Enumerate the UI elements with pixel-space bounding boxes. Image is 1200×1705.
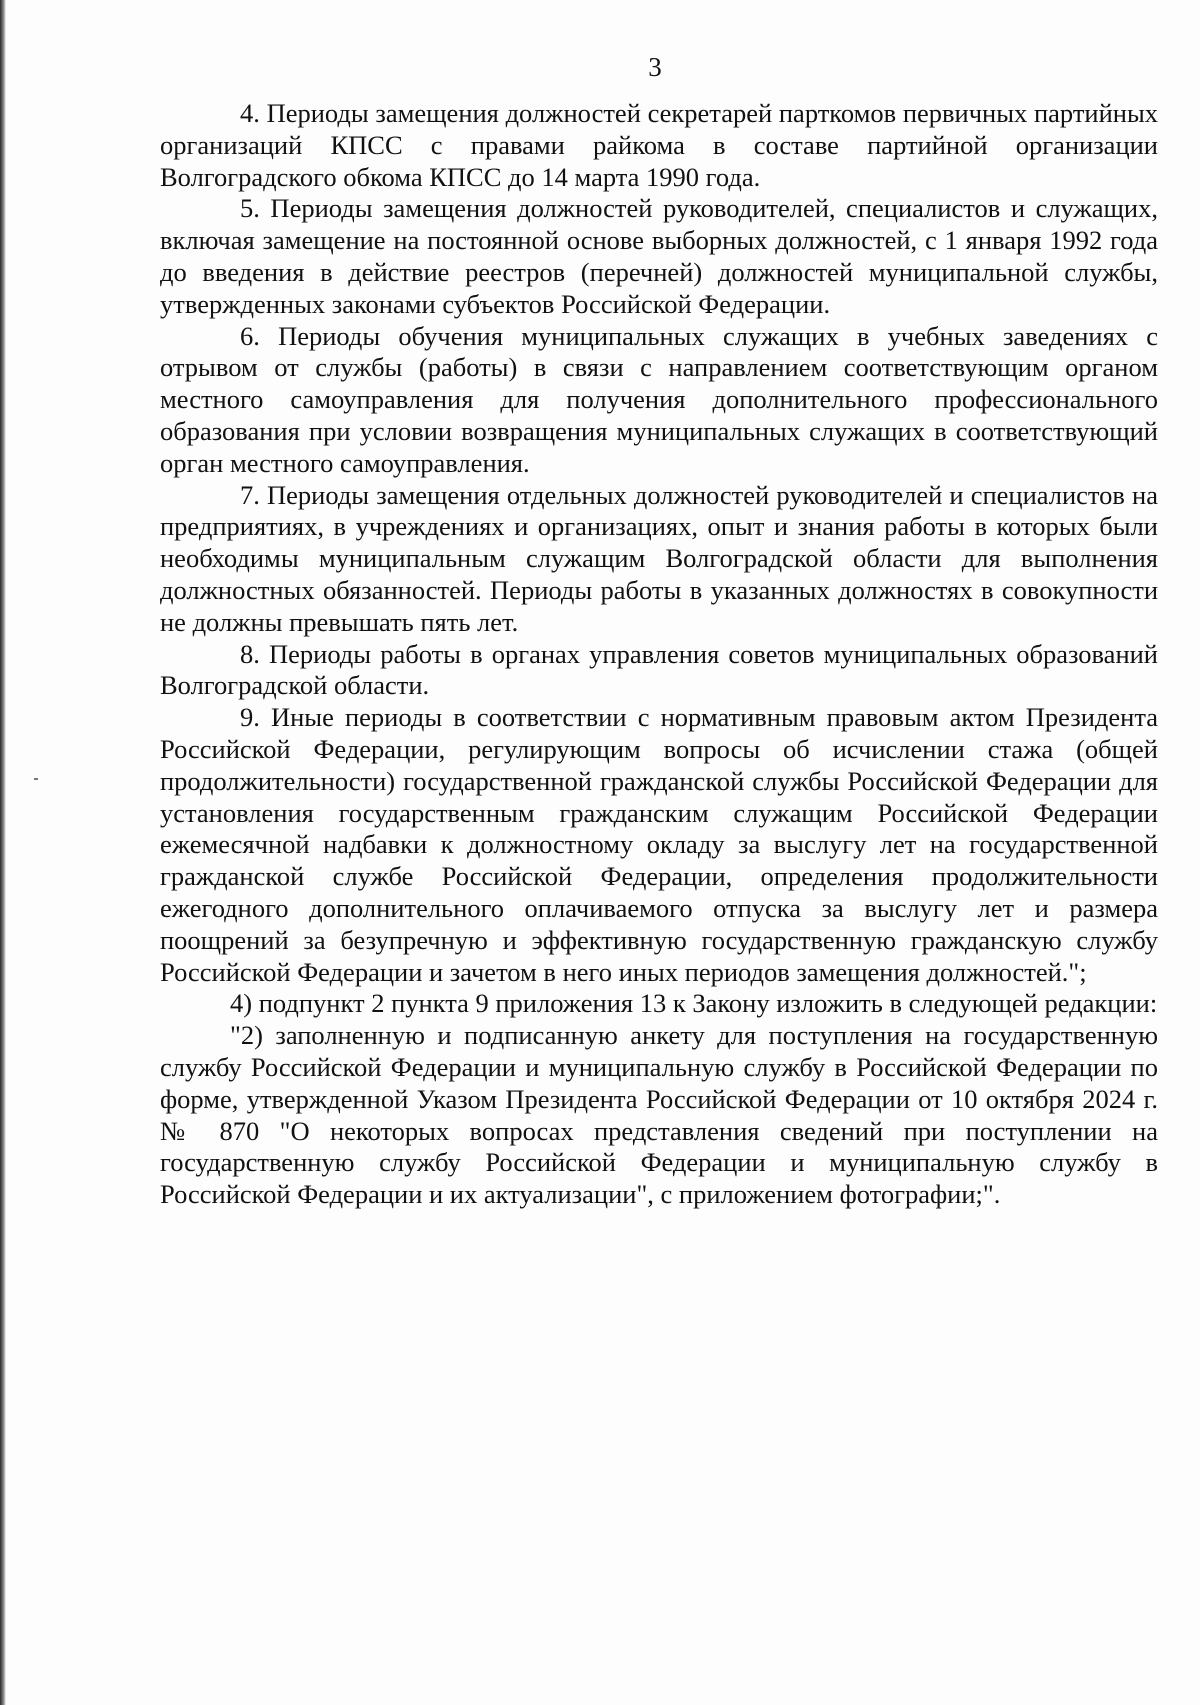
paragraph-subpoint-4: 4) подпункт 2 пункта 9 приложения 13 к Закону изложить в следующей редакции: <box>230 988 1158 1019</box>
scan-speck <box>34 778 38 780</box>
paragraph-item-9: 9. Иные периоды в соответствии с нормативным правовым актом Президента Российской Федерации, регулирующим вопросы об исчислении стажа (общей продолжительности) государственной гражданской службы Российской Федерации для установления государственным гражданским служащим Российской Федерации ежемесячной надбавки к должностному окладу за выслугу лет на государственной гражданской службе Российской Федерации, определения продолжительности ежегодного дополнительного оплачиваемого отпуска за выслугу лет и размера поощрений за безупречную и эффективную государственную гражданскую службу Российской Федерации и зачетом в него иных периодов замещения должностей."; <box>160 702 1158 987</box>
paragraph-quoted-item-2: "2) заполненную и подписанную анкету для поступления на государственную службу Российской Федерации и муниципальную службу в Российской Федерации по форме, утвержденной Указом Президента Российской Федерации от 10 октября 2024 г. № 870 "О некоторых вопросах представления сведений при поступлении на государственную службу Российской Федерации и муниципальную службу в Российской Федерации и их актуализации", с приложением фотографии;". <box>160 1020 1158 1210</box>
page-number: 3 <box>648 52 662 82</box>
document-body <box>160 98 1158 1211</box>
paragraph-item-4: 4. Периоды замещения должностей секретарей парткомов первичных партийных организаций КПСС с правами райкома в составе партийной организации Волгоградского обкома КПСС до 14 марта 1990 года. <box>160 98 1158 192</box>
paragraph-item-6: 6. Периоды обучения муниципальных служащих в учебных заведениях с отрывом от службы (работы) в связи с направлением соответствующим органом местного самоуправления для получения дополнительного профессионального образования при условии возвращения муниципальных служащих в соответствующий орган местного самоуправления. <box>160 320 1158 478</box>
paragraph-item-8: 8. Периоды работы в органах управления советов муниципальных образований Волгоградской области. <box>160 638 1158 701</box>
paragraph-item-7: 7. Периоды замещения отдельных должностей руководителей и специалистов на предприятиях, в учреждениях и организациях, опыт и знания работы в которых были необходимы муниципальным служащим Волгоградской области для выполнения должностных обязанностей. Периоды работы в указанных должностях в совокупности не должны превышать пять лет. <box>160 479 1158 637</box>
scan-edge <box>0 0 6 1705</box>
paragraph-item-5: 5. Периоды замещения должностей руководителей, специалистов и служащих, включая замещение на постоянной основе выборных должностей, с 1 января 1992 года до введения в действие реестров (перечней) должностей муниципальной службы, утвержденных законами субъектов Российской Федерации. <box>160 193 1158 319</box>
